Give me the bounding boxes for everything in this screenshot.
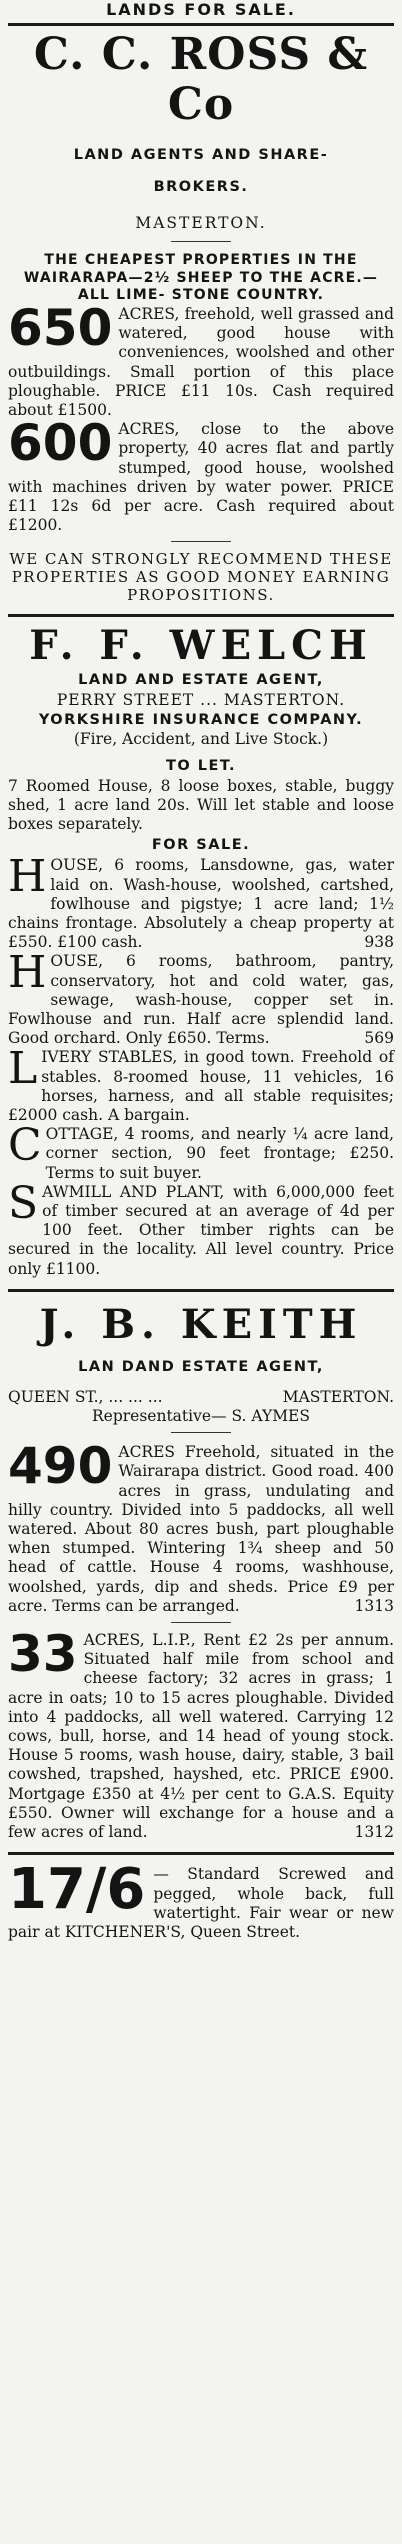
welch-listing-livery-stables <box>8 1043 394 1125</box>
welch-insurance: YORKSHIRE INSURANCE COMPANY. <box>38 711 364 728</box>
welch-address: PERRY STREET ... MASTERTON. <box>56 691 346 710</box>
drop-cap: H <box>8 851 47 903</box>
divider <box>8 1289 394 1292</box>
kitchener-price: 17/6 <box>8 1857 146 1923</box>
welch-to-let-heading: TO LET. <box>165 757 237 774</box>
keith-listing-33 <box>8 1625 394 1842</box>
welch-listing-house-bathroom <box>8 947 394 1048</box>
listing-reference: 938 <box>364 933 394 952</box>
welch-firm-name: F. F. WELCH <box>29 622 373 670</box>
divider <box>171 1432 231 1433</box>
listing-acreage: 600 <box>8 414 113 473</box>
divider <box>171 241 231 242</box>
ross-listing-650 <box>8 298 394 420</box>
welch-insurance-note: (Fire, Accident, and Live Stock.) <box>73 729 329 748</box>
welch-listing-cottage <box>8 1120 394 1183</box>
welch-listing-sawmill <box>8 1177 394 1279</box>
keith-representative: Representative— S. AYMES <box>92 1407 310 1426</box>
listing-reference: 1313 <box>354 1596 394 1615</box>
kitchener-boots-notice <box>8 1857 394 1942</box>
keith-advertisement <box>0 1289 402 1842</box>
divider <box>171 541 231 542</box>
drop-cap: H <box>8 947 47 999</box>
welch-advertisement <box>0 614 402 1278</box>
listing-text: ACRES, close to the above property, 40 acres flat and partly stumped, good house, woolshed with machines driven by water power. PRICE £11 12s 6d per acre. Cash required about £1200. <box>8 420 394 535</box>
ross-subtitle-1: LAND AGENTS AND SHARE- <box>73 147 329 164</box>
ross-subtitle-2: BROKERS. <box>153 179 249 196</box>
drop-cap: S <box>8 1177 39 1229</box>
listing-text: ACRES, freehold, well grassed and watered, good house with conveniences, woolshed and other outbuildings. Small portion of this place ploughable. PRICE £11 10s. Cash required about £1500. <box>8 304 394 419</box>
ross-advertisement <box>0 23 402 604</box>
listing-text: ACRES Freehold, situated in the Wairarapa district. Good road. 400 acres in grass, undulating and hilly country. Divided into 5 paddocks, all well watered. About 80 acres bush, part ploughable when stumped. Wintering 1¾ sheep and 50 head of cattle. House 4 rooms, washhouse, woolshed, yards, dip and sheds. Price £9 per acre. Terms can be arranged. <box>8 1443 394 1615</box>
listing-text: OUSE, 6 rooms, bathroom, pantry, conservatory, hot and cold water, gas, sewage, wash-house, copper set in. Fowlhouse and run. Half acre splendid land. Good orchard. Only £650. Terms. <box>8 952 394 1048</box>
divider <box>8 1852 394 1855</box>
drop-cap: L <box>8 1043 38 1095</box>
listing-text: IVERY STABLES, in good town. Freehold of stables. 8-roomed house, 11 vehicles, 16 horses, harness, and all stable requisites; £2000 cash. A bargain. <box>8 1048 394 1124</box>
keith-street: QUEEN ST., ... ... ... <box>8 1387 163 1406</box>
keith-subtitle: LAN DAND ESTATE AGENT, <box>78 1358 324 1375</box>
ross-recommendation: WE CAN STRONGLY RECOMMEND THESE PROPERTIES AS GOOD MONEY EARNING PROPOSITIONS. <box>9 550 393 605</box>
welch-for-sale-heading: FOR SALE. <box>151 837 251 854</box>
divider <box>8 614 394 617</box>
kitchener-advertisement <box>0 1852 402 1942</box>
listing-reference: 569 <box>364 1029 394 1048</box>
keith-listing-490 <box>8 1437 394 1616</box>
ross-headline: THE CHEAPEST PROPERTIES IN THE WAIRARAPA—2½ SHEEP TO THE ACRE.— ALL LIME- STONE COUNTRY. <box>23 252 379 304</box>
ross-town: MASTERTON. <box>135 214 267 233</box>
listing-acreage: 33 <box>8 1625 78 1684</box>
welch-listing-house-lansdowne <box>8 851 394 952</box>
welch-to-let-text: 7 Roomed House, 8 loose boxes, stable, buggy shed, 1 acre land 20s. Will let stable and loose boxes separately. <box>8 776 394 834</box>
listing-acreage: 650 <box>8 298 113 357</box>
divider <box>8 23 394 26</box>
listing-text: OTTAGE, 4 rooms, and nearly ¼ acre land, corner section, 90 feet frontage; £250. Terms to suit buyer. <box>45 1125 394 1182</box>
section-heading: LANDS FOR SALE. <box>106 0 296 19</box>
keith-firm-name: J. B. KEITH <box>39 1300 363 1348</box>
keith-address <box>8 1388 394 1407</box>
listing-reference: 1312 <box>354 1823 394 1842</box>
welch-subtitle: LAND AND ESTATE AGENT, <box>78 672 324 689</box>
listing-text: OUSE, 6 rooms, Lansdowne, gas, water laid on. Wash-house, woolshed, cartshed, fowlhouse and pigstye; 1 acre land; 1½ chains frontage. Absolutely a cheap property at £550. £100 cash. <box>8 856 394 952</box>
divider <box>171 1622 231 1623</box>
drop-cap: C <box>8 1120 42 1172</box>
ross-listing-600 <box>8 414 394 535</box>
listing-acreage: 490 <box>8 1437 113 1496</box>
listing-text: AWMILL AND PLANT, with 6,000,000 feet of timber secured at an average of 4d per 100 feet. Other timber rights can be secured in the locality. All level country. Price only £1100. <box>8 1182 394 1278</box>
keith-town: MASTERTON. <box>282 1387 394 1406</box>
ross-firm-name: C. C. ROSS & Co <box>33 29 369 131</box>
kitchener-text: — Standard Screwed and pegged, whole back, full watertight. Fair wear or new pair at KITCHENER'S, Queen Street. <box>8 1865 394 1941</box>
listing-text: ACRES, L.I.P., Rent £2 2s per annum. Situated half mile from school and cheese factory; 32 acres in grass; 1 acre in oats; 10 to 15 acres ploughable. Divided into 4 paddocks, all well watered. Carrying 12 cows, bull, horse, and 14 head of young stock. House 5 rooms, wash house, dairy, stable, 3 bail cowshed, trapshed, hayshed, etc. PRICE £900. Mortgage £350 at 4½ per cent to G.A.S. Equity £550. Owner will exchange for a house and a few acres of land. <box>8 1631 394 1842</box>
